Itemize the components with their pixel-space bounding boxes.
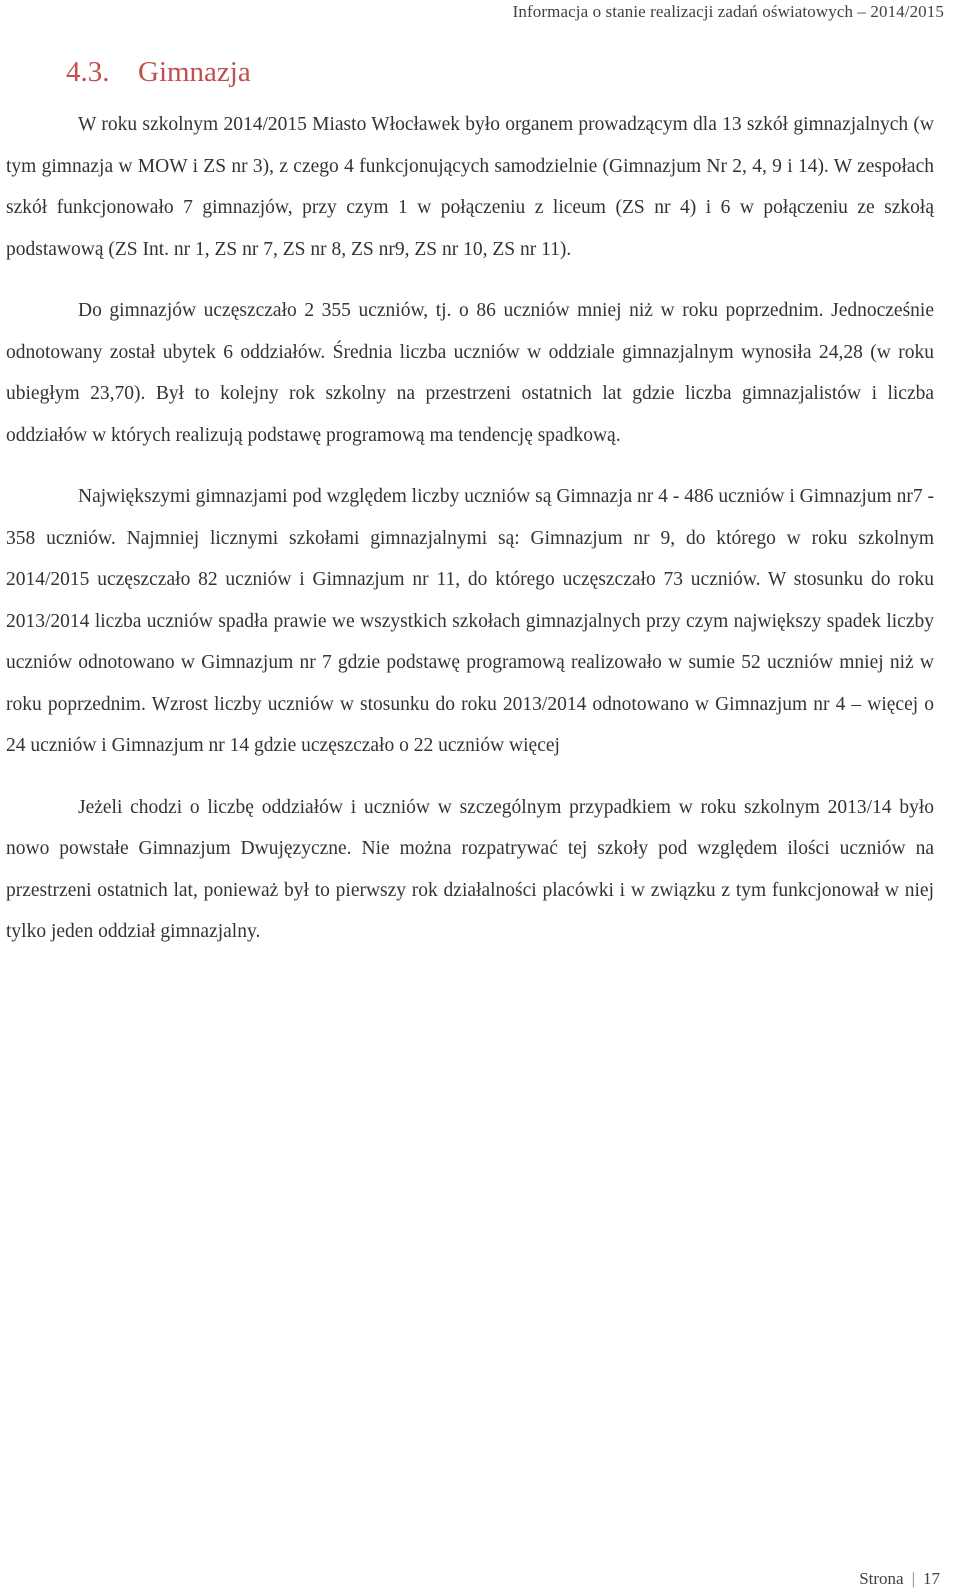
- section-number: 4.3.: [66, 56, 110, 88]
- paragraph-schools-overview: W roku szkolnym 2014/2015 Miasto Włocławek było organem prowadzącym dla 13 szkół gimnazjalnych (w tym gimnazja w MOW i ZS nr 3), z czego 4 funkcjonujących samodzielnie (Gimnazjum Nr 2, 4, 9 i 14). W zespołach szkół funkcjonowało 7 gimnazjów, przy czym 1 w połączeniu z liceum (ZS nr 4) i 6 w połączeniu ze szkołą podstawową (ZS Int. nr 1, ZS nr 7, ZS nr 8, ZS nr9, ZS nr 10, ZS nr 11).: [6, 114, 934, 260]
- paragraph-bilingual-school: Jeżeli chodzi o liczbę oddziałów i uczniów w szczególnym przypadkiem w roku szkolnym 2013/14 było nowo powstałe Gimnazjum Dwujęzyczne. Nie można rozpatrywać tej szkoły pod względem ilości uczniów na przestrzeni ostatnich lat, ponieważ był to pierwszy rok działalności placówki i w związku z tym funkcjonował w niej tylko jeden oddział gimnazjalny.: [6, 796, 934, 942]
- page-footer: [859, 1569, 940, 1589]
- section-title: Gimnazja: [138, 56, 251, 88]
- document-body: [6, 104, 934, 953]
- page-label: Strona: [859, 1569, 904, 1588]
- page-separator: |: [911, 1569, 915, 1588]
- paragraph-student-counts: Do gimnazjów uczęszczało 2 355 uczniów, tj. o 86 uczniów mniej niż w roku poprzednim. Jednocześnie odnotowany został ubytek 6 oddziałów. Średnia liczba uczniów w oddziale gimnazjalnym wynosiła 24,28 (w roku ubiegłym 23,70). Był to kolejny rok szkolny na przestrzeni ostatnich lat gdzie liczba gimnazjalistów i liczba oddziałów w których realizują podstawę programową ma tendencję spadkową.: [6, 300, 934, 446]
- paragraph-largest-smallest-schools: Największymi gimnazjami pod względem liczby uczniów są Gimnazja nr 4 - 486 uczniów i Gimnazjum nr7 - 358 uczniów. Najmniej licznymi szkołami gimnazjalnymi są: Gimnazjum nr 9, do którego w roku szkolnym 2014/2015 uczęszczało 82 uczniów i Gimnazjum nr 11, do którego uczęszczało 73 uczniów. W stosunku do roku 2013/2014 liczba uczniów spadła prawie we wszystkich szkołach gimnazjalnych przy czym największy spadek liczby uczniów odnotowano w Gimnazjum nr 7 gdzie podstawę programową realizowało w sumie 52 uczniów mniej niż w roku poprzednim. Wzrost liczby uczniów w stosunku do roku 2013/2014 odnotowano w Gimnazjum nr 4 – więcej o 24 uczniów i Gimnazjum nr 14 gdzie uczęszczało o 22 uczniów więcej: [6, 486, 934, 756]
- section-heading: [66, 56, 251, 89]
- page-number: 17: [923, 1569, 940, 1588]
- running-header: Informacja o stanie realizacji zadań oświatowych – 2014/2015: [512, 2, 944, 21]
